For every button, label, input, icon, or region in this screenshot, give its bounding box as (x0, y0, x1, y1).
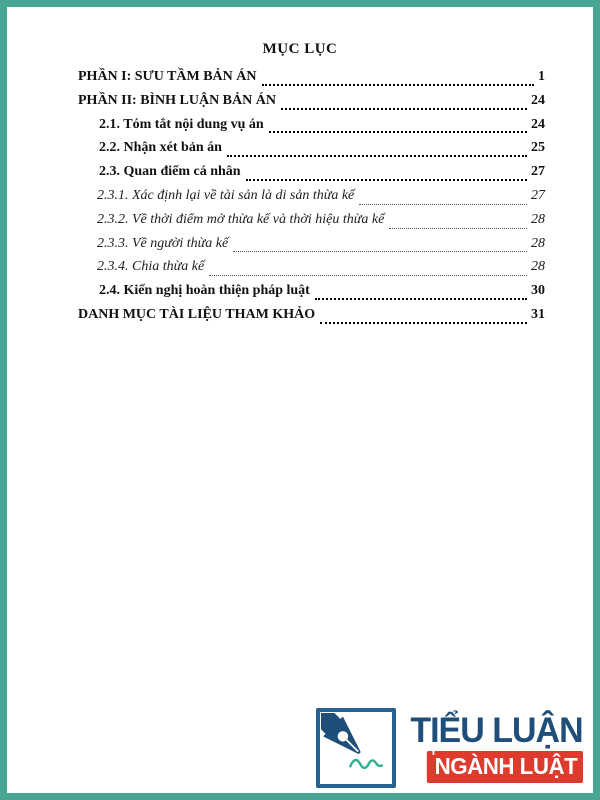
toc-entry-label: 2.3.2. Về thời điểm mở thừa kế và thời hiệu thừa kế (97, 211, 385, 227)
dot-leader (281, 108, 527, 110)
dot-leader (209, 275, 527, 276)
dot-leader (320, 322, 527, 324)
logo-text (405, 713, 583, 783)
toc-page-number: 25 (531, 140, 545, 156)
dot-leader (262, 84, 535, 86)
page-title: MỤC LỤC (262, 41, 338, 57)
logo-badge (427, 751, 583, 783)
toc-page-number: 30 (531, 283, 545, 299)
toc-entry-label: DANH MỤC TÀI LIỆU THAM KHẢO (78, 306, 316, 322)
toc-entry (78, 236, 545, 260)
dot-leader (389, 228, 527, 229)
dot-leader (227, 155, 527, 157)
logo-title: TIỂU LUẬN (410, 711, 583, 750)
toc-entry (78, 283, 545, 307)
logo-badge-label: NGÀNH LUẬT (434, 753, 578, 779)
toc-page-number: 27 (531, 164, 545, 180)
badge-tick-mark: ' (431, 749, 435, 766)
toc-entry (78, 69, 545, 93)
toc-entry (78, 140, 545, 164)
fountain-pen-icon (316, 708, 396, 788)
toc-page-number: 24 (531, 116, 545, 132)
toc-page-number: 24 (531, 92, 545, 108)
toc-entry (78, 259, 545, 283)
dot-leader (315, 298, 527, 300)
toc-page-number: 31 (531, 306, 545, 322)
toc-entry (78, 164, 545, 188)
toc-entry (78, 117, 545, 141)
toc-entry (78, 188, 545, 212)
toc-page-number: 27 (531, 187, 545, 203)
toc-entry-label: 2.4. Kiến nghị hoàn thiện pháp luật (99, 283, 310, 299)
toc-entry-label: 2.2. Nhận xét bản án (99, 140, 222, 156)
toc-page-number: 28 (531, 235, 545, 251)
toc-page-number: 28 (531, 259, 545, 275)
toc-entry-label: PHẦN II: BÌNH LUẬN BẢN ÁN (78, 92, 276, 108)
toc-entry-label: 2.1. Tóm tắt nội dung vụ án (99, 116, 264, 132)
table-of-contents (7, 69, 593, 331)
toc-entry-label: 2.3.4. Chia thừa kế (97, 259, 205, 275)
toc-entry (78, 307, 545, 331)
dot-leader (246, 179, 527, 181)
dot-leader (359, 204, 527, 205)
toc-entry-label: 2.3.1. Xác định lại về tài sản là di sản thừa kế (97, 187, 355, 203)
dot-leader (233, 251, 527, 252)
toc-entry-label: PHẦN I: SƯU TẦM BẢN ÁN (78, 69, 257, 84)
toc-entry (78, 93, 545, 117)
toc-page-number: 28 (531, 211, 545, 227)
dot-leader (269, 131, 527, 133)
brand-logo (316, 708, 583, 788)
toc-entry-label: 2.3. Quan điểm cá nhân (99, 164, 241, 180)
toc-page-number: 1 (538, 69, 545, 84)
toc-entry-label: 2.3.3. Về người thừa kế (97, 235, 229, 251)
toc-entry (78, 212, 545, 236)
